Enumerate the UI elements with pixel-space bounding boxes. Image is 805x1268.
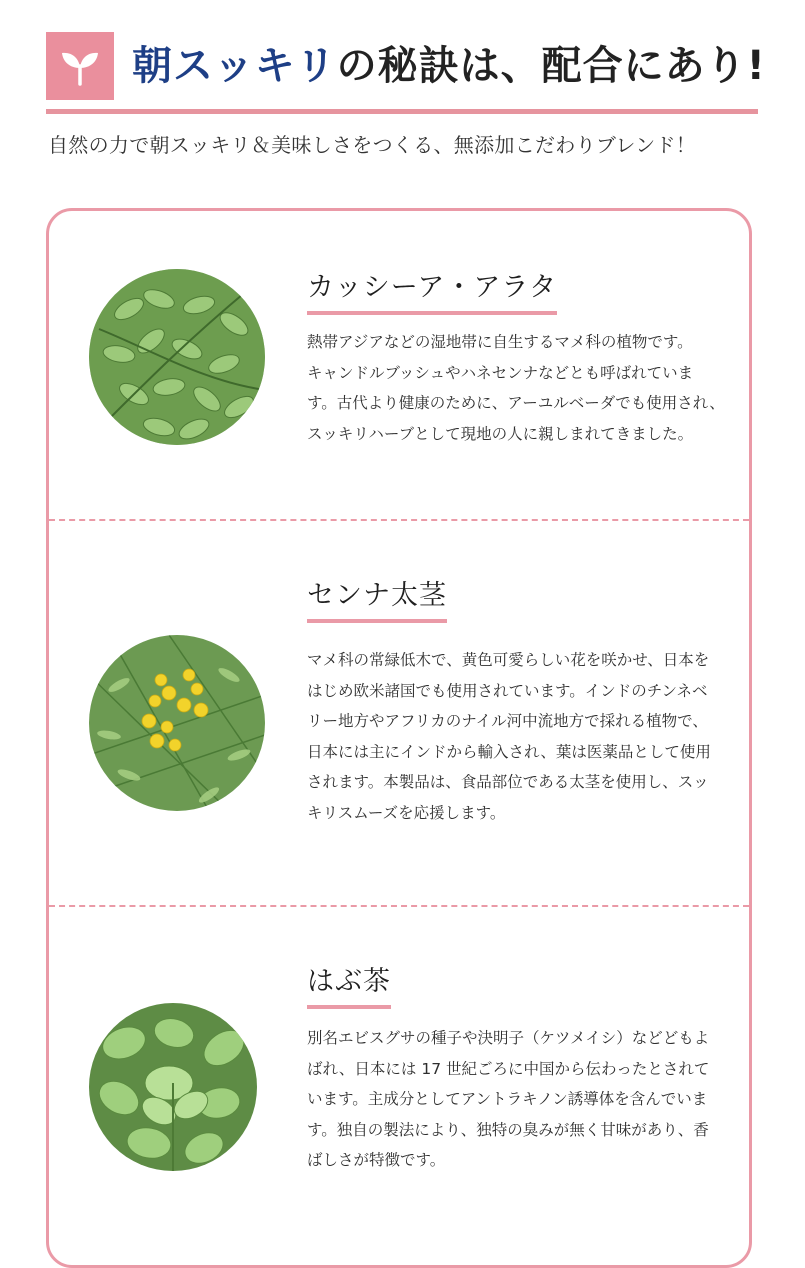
description-line: す。独自の製法により、独特の臭みが無く甘味があり、香	[307, 1120, 709, 1139]
description-line: はじめ欧米諸国でも使用されています。インドのチンネベ	[307, 681, 708, 700]
subtitle: 自然の力で朝スッキリ＆美味しさをつくる、無添加こだわりブレンド！	[48, 133, 697, 157]
description-line: されます。本製品は、食品部位である太茎を使用し、スッ	[307, 773, 709, 791]
description-line: ばしさが特徴です。	[307, 1151, 446, 1169]
description-line: リー地方やアフリカのナイル河中流地方で採れる植物で、	[307, 712, 708, 730]
header-rule	[46, 109, 758, 114]
description-line: キャンドルブッシュやハネセンナなどとも呼ばれていま	[307, 363, 694, 382]
description-line: ばれ、日本には 17 世紀ごろに中国から伝わったとされて	[307, 1059, 710, 1078]
ingredient-name: センナ太茎	[307, 577, 447, 623]
description-line: います。主成分としてアントラキノン誘導体を含んでいま	[307, 1090, 708, 1108]
description-line: 日本には主にインドから輸入され、葉は医薬品として使用	[307, 742, 711, 761]
description-line: マメ科の常緑低木で、黄色可愛らしい花を咲かせ、日本を	[307, 651, 710, 669]
header	[46, 32, 766, 116]
ingredients-card	[46, 208, 752, 1268]
habu-image	[89, 1003, 257, 1171]
senna-image	[89, 635, 265, 811]
section-divider	[49, 519, 749, 521]
description-line: 別名エビスグサの種子や決明子（ケツメイシ）などどもよ	[307, 1029, 710, 1047]
page-title	[132, 38, 766, 94]
description-line: キリスムーズを応援します。	[307, 803, 506, 822]
ingredient-name: はぶ茶	[307, 963, 391, 1009]
description-line: スッキリハーブとして現地の人に親しまれてきました。	[307, 424, 694, 443]
title-rest: の秘訣は、配合にあり!	[336, 43, 766, 89]
ingredient-description	[307, 1023, 727, 1176]
sprout-icon	[46, 32, 114, 100]
ingredient-description	[307, 645, 727, 828]
description-line: す。古代より健康のために、アーユルベーダでも使用され、	[307, 394, 725, 412]
section-divider	[49, 905, 749, 907]
ingredient-description	[307, 327, 727, 449]
ingredient-name: カッシーア・アラタ	[307, 269, 557, 315]
title-accent: 朝スッキリ	[132, 43, 337, 89]
description-line: 熱帯アジアなどの湿地帯に自生するマメ科の植物です。	[307, 333, 693, 351]
cassia-alata-image	[89, 269, 265, 445]
